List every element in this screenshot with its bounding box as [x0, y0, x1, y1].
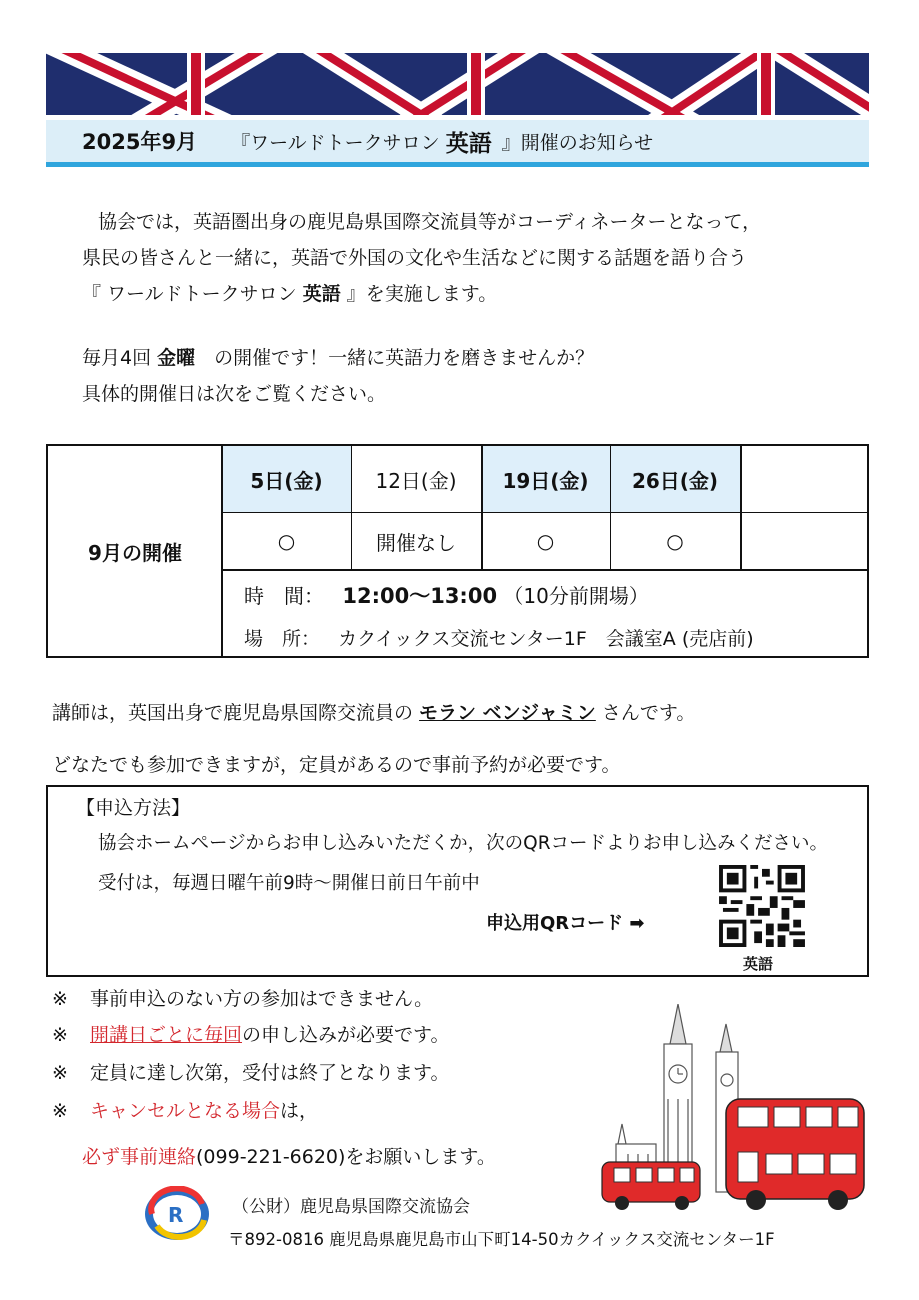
date-cell-4: 26日(金) — [610, 446, 740, 512]
teacher-name: モラン ベンジャミン — [419, 702, 596, 724]
table-divider — [351, 446, 352, 570]
title-post: 』開催のお知らせ — [501, 131, 654, 154]
svg-text:R: R — [168, 1203, 184, 1227]
qr-code-icon[interactable] — [718, 865, 806, 947]
note-1 — [52, 984, 433, 1011]
note-2-text: の申し込みが必要です。 — [242, 1024, 450, 1046]
status-cell-3: ○ — [536, 529, 555, 553]
place-value: カクイックス交流センター1F 会議室A (売店前) — [338, 628, 754, 650]
reservation-note: どなたでも参加できますが，定員があるので事前予約が必要です。 — [52, 754, 621, 776]
status-cell-5 — [740, 512, 867, 570]
title-bar — [46, 120, 869, 167]
schedule-note-post: の開催です！一緒に英語力を磨きませんか？ — [195, 347, 595, 369]
note-2-red: 開講日ごとに毎回 — [90, 1024, 243, 1046]
table-divider — [222, 512, 867, 513]
row-label: 9月の開催 — [88, 540, 182, 565]
status-cell-2: 開催なし — [376, 530, 456, 555]
qr-caption: 英語 — [743, 955, 774, 973]
date-cell-5 — [740, 446, 867, 512]
table-divider — [222, 569, 867, 571]
title-pre: 『ワールドトークサロン — [231, 131, 440, 154]
title-date: 2025年9月 — [82, 130, 198, 154]
schedule-note-pre: 毎月4回 — [82, 347, 158, 369]
date-cell-3: 19日(金) — [481, 446, 610, 512]
status-cell-1: ○ — [277, 529, 296, 553]
association-logo — [142, 1186, 212, 1242]
table-divider — [221, 446, 223, 656]
intro-line-2: 県民の皆さんと一緒に，英語で外国の文化や生活などに関する話題を語り合う — [82, 247, 748, 269]
intro-line-3-pre: 『 ワールドトークサロン — [82, 283, 303, 305]
teacher-pre: 講師は，英国出身で鹿児島県国際交流員の — [52, 702, 420, 724]
table-divider — [740, 446, 742, 570]
note-mark: ※ — [52, 1062, 68, 1084]
london-bus-illustration — [598, 1004, 870, 1214]
status-cell-4: ○ — [666, 529, 684, 553]
note-4-red: キャンセルとなる場合 — [90, 1100, 281, 1122]
schedule-table — [46, 444, 869, 658]
note-4-text: は， — [280, 1100, 319, 1122]
apply-line-1: 協会ホームページからお申し込みいただくか，次のQRコードよりお申し込みください。 — [98, 833, 829, 854]
note-3 — [52, 1058, 449, 1085]
apply-line-2: 受付は，毎週日曜午前9時～開催日前日午前中 — [98, 873, 480, 894]
note-mark: ※ — [52, 1024, 68, 1046]
time-note: （10分前開場） — [503, 584, 649, 608]
time-row — [244, 580, 649, 610]
note-1-text: 事前申込のない方の参加はできません。 — [90, 988, 434, 1010]
note-mark: ※ — [52, 1100, 68, 1122]
time-value: 12:00～13:00 — [342, 584, 498, 608]
intro-line-1: 協会では，英語圏出身の鹿児島県国際交流員等がコーディネーターとなって， — [98, 211, 762, 233]
date-cell-1: 5日(金) — [222, 446, 351, 512]
qr-label: 申込用QRコード ➡ — [486, 913, 645, 934]
schedule-note-line-1 — [82, 340, 882, 376]
teacher-post: さんです。 — [595, 702, 696, 724]
intro-line-3 — [82, 276, 882, 312]
intro-line-3-post: 』を実施します。 — [340, 283, 498, 305]
schedule-note — [82, 340, 882, 412]
note-2 — [52, 1020, 450, 1047]
table-divider — [481, 446, 483, 570]
table-divider — [610, 446, 611, 570]
intro-line-3-bold: 英語 — [302, 283, 341, 305]
teacher-line — [52, 698, 695, 725]
place-row — [244, 624, 754, 651]
note-5-red: 必ず事前連絡 — [82, 1146, 197, 1168]
footer-address: 〒892-0816 鹿児島県鹿児島市山下町14-50カクイックス交流センター1F — [228, 1230, 775, 1249]
note-mark: ※ — [52, 988, 68, 1010]
intro-paragraph — [82, 204, 882, 312]
time-label: 時 間： — [244, 584, 324, 608]
title-lang: 英語 — [445, 130, 492, 157]
schedule-note-bold: 金曜 — [157, 347, 196, 369]
apply-heading: 【申込方法】 — [76, 797, 191, 819]
union-jack-banner — [46, 53, 869, 115]
note-5-text: (099-221-6620)をお願いします。 — [196, 1146, 496, 1168]
note-3-text: 定員に達し次第，受付は終了となります。 — [90, 1062, 450, 1084]
place-label: 場 所： — [244, 628, 321, 650]
date-cell-2: 12日(金) — [375, 468, 457, 493]
union-jack-image — [46, 53, 869, 115]
schedule-note-line-2: 具体的開催日は次をご覧ください。 — [82, 383, 387, 405]
note-4 — [52, 1096, 318, 1123]
note-5 — [82, 1142, 496, 1169]
application-box — [46, 785, 869, 977]
footer-organization: （公財）鹿児島県国際交流協会 — [232, 1197, 470, 1217]
